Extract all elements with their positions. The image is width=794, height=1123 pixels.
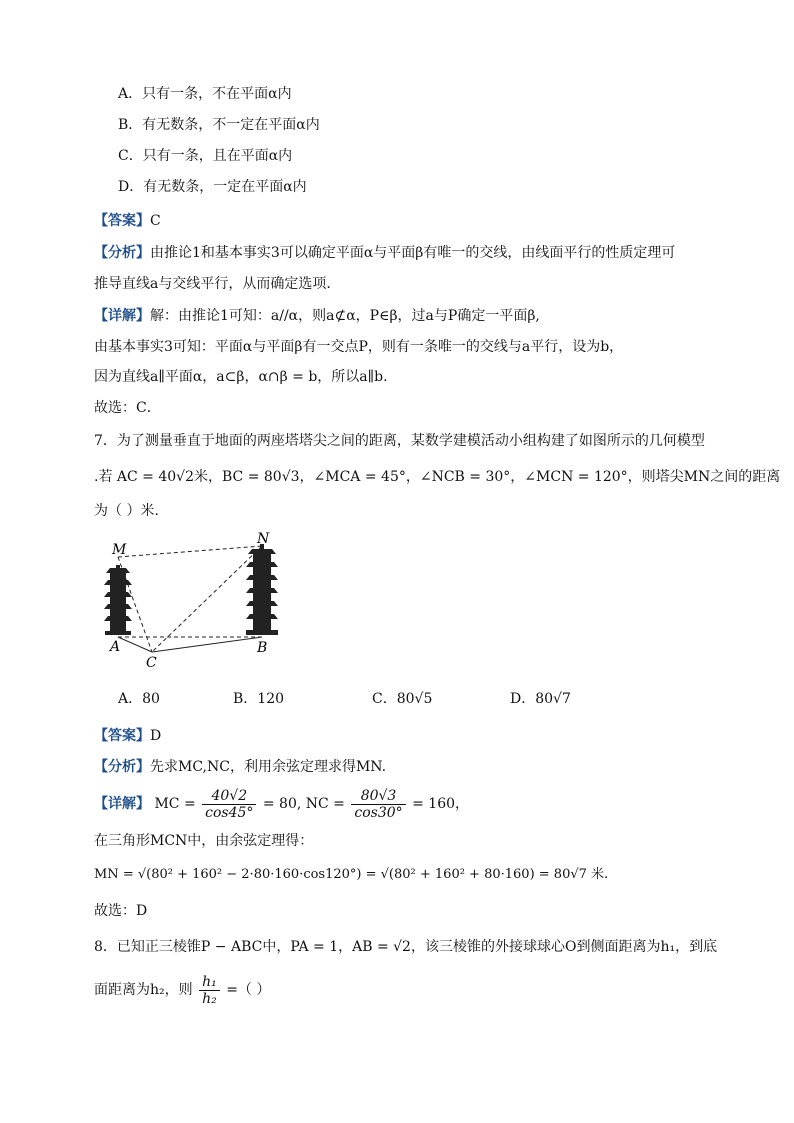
label-c: C <box>146 655 157 670</box>
q6-choice-d: D．有无数条，一定在平面α内 <box>118 179 307 195</box>
q6-choice-a: A．只有一条，不在平面α内 <box>118 86 292 102</box>
answer-value: D <box>150 728 162 744</box>
figure-lines <box>118 546 262 652</box>
q7-detail-line-2: 在三角形MCN中，由余弦定理得： <box>94 833 314 849</box>
q7-detail-line <box>94 786 469 822</box>
q7-stem-3: 为（ ）米. <box>94 503 159 519</box>
mc-numerator: 40√2 <box>202 788 256 805</box>
q8-stem-2-post: =（ ） <box>226 982 271 998</box>
pagoda-left <box>104 565 132 635</box>
analysis-text: 先求MC,NC，利用余弦定理求得MN. <box>150 759 387 775</box>
nc-numerator: 80√3 <box>351 788 405 805</box>
option-value: 80 <box>142 691 160 707</box>
q7-option-d <box>510 688 571 708</box>
q8-stem-1: 8．已知正三棱锥P − ABC中，PA = 1，AB = √2，该三棱锥的外接球球心O到侧面距离为h₁，到底 <box>94 939 718 955</box>
option-letter: C． <box>372 691 397 707</box>
q7-stem-1: 7．为了测量垂直于地面的两座塔塔尖之间的距离，某数学建模活动小组构建了如图所示的几何模型 <box>94 433 705 449</box>
q7-conclusion: 故选：D <box>94 903 148 919</box>
detail-tag: 【详解】 <box>94 308 150 324</box>
h-ratio-numerator: h₁ <box>199 974 220 991</box>
q7-detail-line-3: MN = √(80² + 160² − 2·80·160·cos120°) = √(80² + 160² + 80·160) = 80√7 米. <box>94 867 609 882</box>
q7-pagoda-figure <box>100 530 290 670</box>
q6-choice-c: C．只有一条，且在平面α内 <box>118 148 293 164</box>
q6-detail-line-2: 由基本事实3可知：平面α与平面β有一交点P，则有一条唯一的交线与a平行，设为b， <box>94 339 624 355</box>
answer-value: C <box>150 213 161 229</box>
option-value: 80√7 <box>535 691 571 707</box>
q7-analysis-line <box>94 758 386 776</box>
h-ratio-fraction <box>199 974 220 1007</box>
analysis-tag: 【分析】 <box>94 759 150 775</box>
q6-answer-line <box>94 212 161 230</box>
option-letter: B． <box>233 691 258 707</box>
mc-denominator: cos45° <box>205 804 254 821</box>
label-m: M <box>112 542 127 558</box>
q6-detail-line <box>94 307 540 325</box>
label-b: B <box>257 640 268 656</box>
label-a: A <box>110 639 121 655</box>
option-letter: A． <box>118 691 143 707</box>
label-n: N <box>257 531 270 547</box>
option-value: 80√5 <box>396 691 433 707</box>
q6-analysis-line-2: 推导直线a与交线平行，从而确定选项. <box>94 276 331 292</box>
option-letter: D． <box>510 691 536 707</box>
q7-option-b <box>233 688 284 708</box>
answer-tag: 【答案】 <box>94 728 150 744</box>
analysis-tag: 【分析】 <box>94 245 150 261</box>
q7-option-c <box>372 688 432 708</box>
nc-denominator: cos30° <box>354 804 403 821</box>
nc-fraction <box>351 788 405 821</box>
option-value: 120 <box>257 691 285 707</box>
mc-fraction <box>202 788 256 821</box>
answer-tag: 【答案】 <box>94 213 150 229</box>
q7-stem-2: .若 AC = 40√2米，BC = 80√3，∠MCA = 45°，∠NCB = 30°，∠MCN = 120°，则塔尖MN之间的距离 <box>94 469 781 485</box>
detail-text: 解：由推论1可知：a//α，则a⊄α，P∈β，过a与P确定一平面β, <box>150 308 540 324</box>
nc-rhs: = 160， <box>412 796 470 812</box>
detail-tag: 【详解】 <box>94 796 150 812</box>
q6-conclusion: 故选：C． <box>94 400 161 416</box>
analysis-text: 由推论1和基本事实3可以确定平面α与平面β有唯一的交线，由线面平行的性质定理可 <box>150 245 676 261</box>
mc-lhs: MC = <box>154 796 196 812</box>
q6-detail-line-3: 因为直线a∥平面α，a⊂β，α∩β = b，所以a∥b. <box>94 369 388 385</box>
pagoda-right <box>246 544 278 635</box>
q7-answer-line <box>94 727 161 745</box>
q8-stem-2-pre: 面距离为h₂，则 <box>94 982 193 998</box>
mc-rhs: = 80, NC = <box>262 796 345 812</box>
q7-option-a <box>118 688 160 708</box>
q6-analysis-line <box>94 244 675 262</box>
h-ratio-denominator: h₂ <box>202 990 217 1007</box>
q8-stem-2 <box>94 972 270 1008</box>
q6-choice-b: B．有无数条，不一定在平面α内 <box>118 117 320 133</box>
